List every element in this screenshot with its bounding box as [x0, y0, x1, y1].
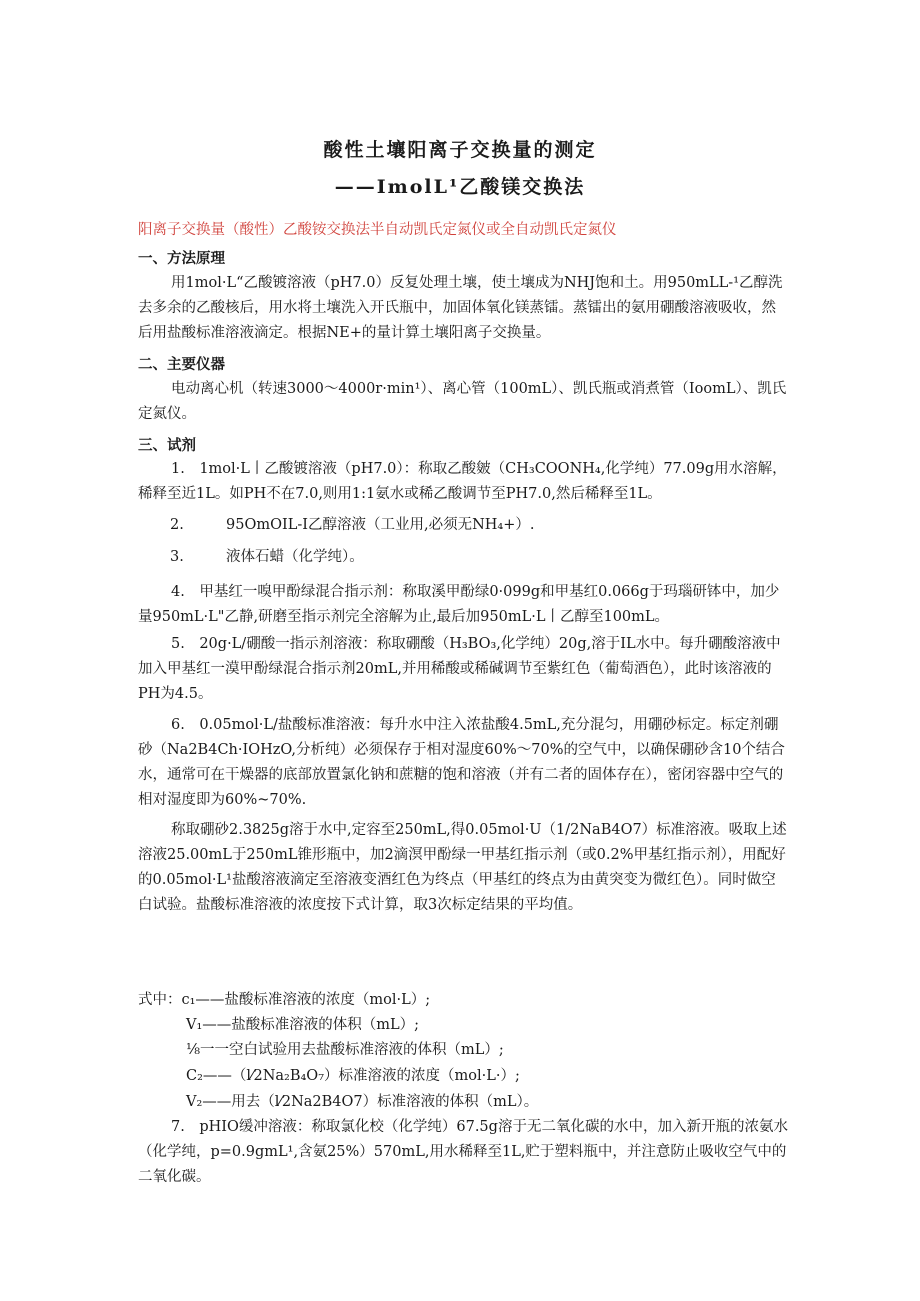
reagent-3-number: 3.: [170, 549, 184, 565]
formula-legend-v1: V₁——盐酸标准溶液的体积（mL）;: [186, 1017, 420, 1033]
formula-legend-v2: V₂——用去（l⁄2Na2B4O7）标准溶液的体积（mL）。: [186, 1094, 539, 1110]
reagent-4: 4. 甲基红一嗅甲酚绿混合指示剂：称取溪甲酚绿0·099g和甲基红0.066g于玛瑙研钵中，加少量950mL·L"乙静,研磨至指示剂完全溶解为止,最后加950mL·L丨乙醇至100mL。: [138, 584, 780, 625]
formula-legend-v0: ⅛一一空白试验用去盐酸标准溶液的体积（mL）;: [186, 1042, 504, 1058]
reagent-3: [170, 545, 790, 570]
document-title: 酸性土壤阳离子交换量的测定: [323, 139, 597, 161]
reagent-7: 7. pHIO缓冲溶液：称取氯化校（化学纯）67.5g溶于无二氧化碳的水中，加入新开瓶的浓氨水（化学纯，p=0.9gmL¹,含氨25%）570mL,用水稀释至1L,贮于塑料瓶中，并注意防止吸收空气中的二氧化碳。: [138, 1119, 788, 1185]
document-subtitle: ——ImolL¹乙酸镁交换法: [334, 176, 586, 198]
reagent-6-calibration: 称取硼砂2.3825g溶于水中,定容至250mL,得0.05mol·U（1/2NaB4O7）标准溶液。吸取上述溶液25.00mL于250mL锥形瓶中，加2滴溟甲酚绿一甲基红指示剂（或0.2%甲基红指示剂），用配好的0.05mol·L¹盐酸溶液滴定至溶液变酒红色为终点（甲基红的终点为由黄突变为微红色）。同时做空白试验。盐酸标准溶液的浓度按下式计算，取3次标定结果的平均值。: [138, 822, 787, 913]
section-heading-instruments: 二、主要仪器: [138, 356, 225, 373]
reagent-2-text: 95OmOIL-I乙醇溶液（工业用,必须无NH₄+）.: [226, 517, 535, 533]
reagent-3-text: 液体石蜡（化学纯）。: [226, 549, 364, 565]
section-heading-principle: 一、方法原理: [138, 250, 225, 267]
reagent-1: 1. 1mol·L丨乙酸镀溶液（pH7.0）：称取乙酸皴（CH₃COONH₄,化学纯）77.09g用水溶解，稀释至近1L。如PH不在7.0,则用1:1氨水或稀乙酸调节至PH7.0,然后稀释至1L。: [138, 461, 787, 502]
formula-legend-c2: C₂——（l⁄2Na₂B₄O₇）标准溶液的浓度（mol·L·）;: [186, 1068, 520, 1084]
reagent-5: 5. 20g·L/硼酸一指示剂溶液：称取硼酸（H₃BO₃,化学纯）20g,溶于IL水中。每升硼酸溶液中加入甲基红一漠甲酚绿混合指示剂20mL,并用稀酸或稀碱调节至紫红色（葡萄酒色），此时该溶液的PH为4.5。: [138, 636, 781, 702]
reagent-2-number: 2.: [170, 517, 184, 533]
formula-legend-c1: 式中：c₁——盐酸标准溶液的浓度（mol·L）;: [138, 992, 431, 1008]
reagent-6: 6. 0.05mol·L/盐酸标准溶液：每升水中注入浓盐酸4.5mL,充分混匀，用硼砂标定。标定剂硼砂（Na2B4Ch·IOHzO,分析纯）必须保存于相对湿度60%～70%的空气中，以确保硼砂含10个结合水，通常可在干燥器的底部放置氯化钠和蔗糖的饱和溶液（并有二者的固体存在），密闭容器中空气的相对湿度即为60%~70%.: [138, 717, 785, 808]
instruments-paragraph: 电动离心机（转速3000～4000r·min¹）、离心管（100mL）、凯氏瓶或消煮管（IoomL）、凯氏定氮仪。: [138, 381, 787, 422]
section-heading-reagents: 三、试剂: [138, 437, 196, 454]
principle-paragraph: 用1mol·L“乙酸镀溶液（pH7.0）反复处理土壤，使土壤成为NHJ饱和土。用950mLL-¹乙醇洗去多余的乙酸核后，用水将土壤洗入开氏瓶中，加固体氧化镁蒸镭。蒸镭出的氨用硼酸溶液吸收，然后用盐酸标准溶液滴定。根据NE+的量计算土壤阳离子交换量。: [138, 275, 783, 341]
reagent-2: [170, 513, 790, 538]
category-line: 阳离子交换量（酸性）乙酸铵交换法半自动凯氏定氮仪或全自动凯氏定氮仪: [138, 222, 617, 238]
